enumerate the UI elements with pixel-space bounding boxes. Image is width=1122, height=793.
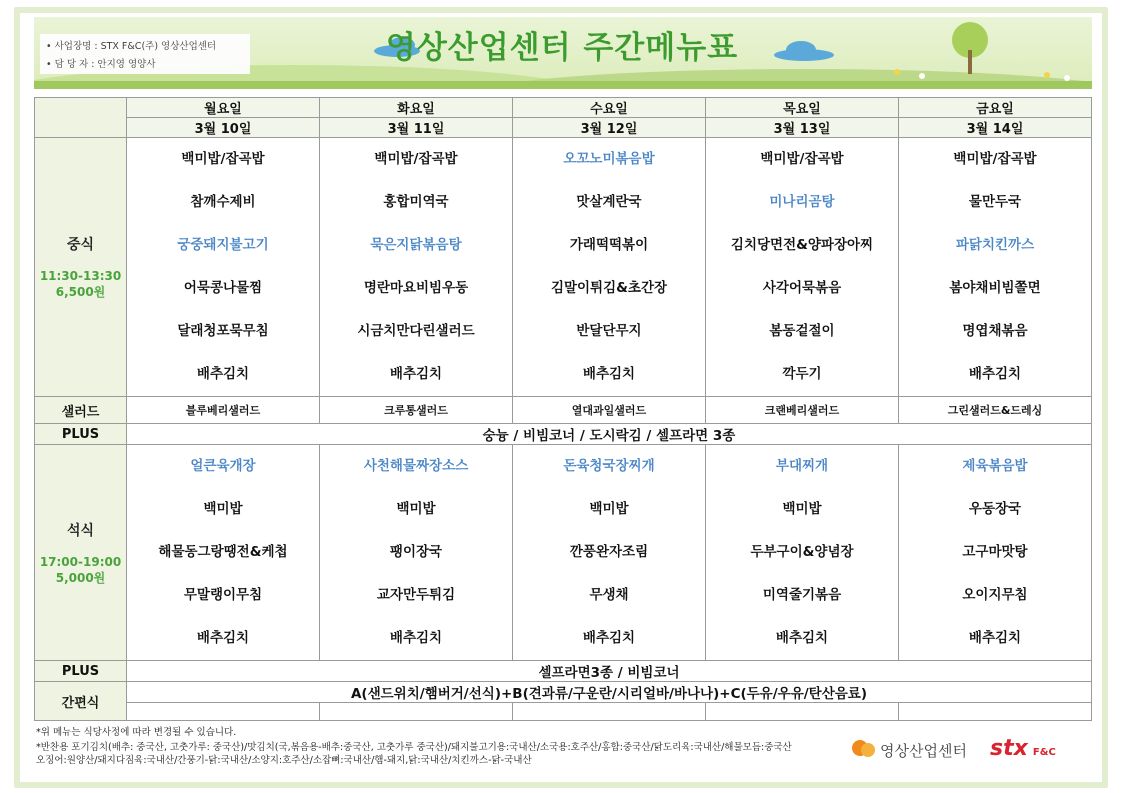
snack-empty [513, 703, 706, 721]
day-name: 월요일 [127, 98, 320, 118]
snack-label: 간편식 [35, 682, 127, 721]
header-info [40, 34, 250, 74]
day-name: 수요일 [513, 98, 706, 118]
dinner-time: 17:00-19:00 [39, 554, 122, 569]
menu-item: 두부구이&양념장 [750, 544, 854, 560]
menu-item: 백미밥/잡곡밥 [953, 151, 1037, 167]
lunch-cell [899, 138, 1092, 397]
menu-item: 오꼬노미볶음밥 [563, 151, 655, 167]
salad-item: 크루통샐러드 [320, 397, 513, 424]
plus-label: PLUS [35, 424, 127, 445]
menu-item: 무말랭이무침 [183, 587, 263, 603]
dinner-label: 석식 [66, 522, 95, 539]
menu-item: 김말이튀김&초간장 [550, 280, 668, 296]
salad-label: 샐러드 [35, 397, 127, 424]
menu-item: 부대찌개 [775, 458, 829, 474]
snack-empty [127, 703, 320, 721]
menu-item: 배추김치 [582, 366, 636, 382]
menu-item: 돈육청국장찌개 [563, 458, 655, 474]
menu-item: 배추김치 [389, 366, 443, 382]
dinner-header [35, 445, 127, 661]
menu-table [34, 97, 1092, 721]
plus-dinner-text: 셀프라면3종 / 비빔코너 [127, 661, 1092, 682]
menu-item: 참깨수제비 [190, 194, 256, 210]
menu-item: 깐풍완자조림 [569, 544, 649, 560]
snack-empty [899, 703, 1092, 721]
menu-item: 미나리곰탕 [769, 194, 835, 210]
day-name: 목요일 [706, 98, 899, 118]
menu-item: 팽이장국 [389, 544, 443, 560]
menu-item: 백미밥/잡곡밥 [181, 151, 265, 167]
menu-item: 배추김치 [389, 630, 443, 646]
menu-item: 가래떡떡볶이 [569, 237, 649, 253]
menu-item: 백미밥 [782, 501, 822, 517]
menu-item: 명엽채볶음 [962, 323, 1028, 339]
menu-item: 봄동겉절이 [769, 323, 835, 339]
dinner-cell [127, 445, 320, 661]
plus-label: PLUS [35, 661, 127, 682]
lunch-cell [320, 138, 513, 397]
brand-logo [990, 736, 1056, 761]
menu-item: 미역줄기볶음 [762, 587, 842, 603]
menu-item: 제육볶음밥 [962, 458, 1028, 474]
menu-item: 사천해물짜장소스 [363, 458, 469, 474]
lunch-time: 11:30-13:30 [39, 269, 122, 283]
corner-cell [35, 98, 127, 138]
lunch-cell [706, 138, 899, 397]
day-name: 화요일 [320, 98, 513, 118]
menu-item: 물만두국 [968, 194, 1022, 210]
menu-item: 무생채 [589, 587, 629, 603]
plus-lunch-text: 숭늉 / 비빔코너 / 도시락김 / 셀프라면 3종 [127, 424, 1092, 445]
company-line: • 사업장명 : STX F&C(주) 영상산업센터 [46, 41, 217, 52]
lunch-cell [127, 138, 320, 397]
menu-item: 배추김치 [582, 630, 636, 646]
menu-item: 봄야채비빔쫄면 [949, 280, 1041, 296]
day-date: 3월 11일 [320, 118, 513, 138]
menu-item: 백미밥 [396, 501, 436, 517]
menu-item: 깍두기 [782, 366, 822, 382]
day-date: 3월 14일 [899, 118, 1092, 138]
menu-item: 홍합미역국 [383, 194, 449, 210]
day-date: 3월 10일 [127, 118, 320, 138]
menu-item: 백미밥/잡곡밥 [374, 151, 458, 167]
center-logo [850, 736, 980, 766]
note-line: 오징어:원양산/돼지다짐육:국내산/간풍기-닭:국내산/소양지:호주산/소잡뼈:국내산/햄-돼지,닭:국내산/치킨까스-닭-국내산 [36, 755, 532, 766]
menu-item: 사각어묵볶음 [762, 280, 842, 296]
lunch-header [35, 138, 127, 397]
menu-item: 백미밥/잡곡밥 [760, 151, 844, 167]
menu-item: 맛살계란국 [576, 194, 642, 210]
salad-item: 그린샐러드&드레싱 [899, 397, 1092, 424]
brand-logo-text: stx [990, 736, 1028, 761]
menu-item: 배추김치 [968, 366, 1022, 382]
menu-item: 교자만두튀김 [376, 587, 456, 603]
menu-item: 고구마맛탕 [962, 544, 1028, 560]
lunch-price: 6,500원 [55, 285, 106, 299]
snack-text: A(샌드위치/햄버거/선식)+B(견과류/구운란/시리얼바/바나나)+C(두유/우유/탄산음료) [127, 682, 1092, 703]
menu-item: 우동장국 [968, 501, 1022, 517]
dinner-cell [899, 445, 1092, 661]
manager-line: • 담 당 자 : 안지영 영양사 [46, 59, 156, 70]
brand-logo-sub: F&C [1032, 747, 1056, 758]
center-logo-text: 영상산업센터 [880, 742, 967, 760]
menu-item: 시금치만다린샐러드 [357, 323, 475, 339]
snack-empty [320, 703, 513, 721]
note-line: *반찬용 포기김치(배추: 중국산, 고춧가루: 중국산)/맛김치(국,볶음용-배추:중국산, 고춧가루 중국산)/돼지불고기용:국내산/소국용:호주산/홍합:중국산/닭도리육:국내산/해물모듬:중국산 [36, 742, 792, 753]
menu-item: 얼큰육개장 [190, 458, 256, 474]
dinner-cell [320, 445, 513, 661]
lunch-cell [513, 138, 706, 397]
menu-item: 반달단무지 [576, 323, 642, 339]
menu-item: 달래청포묵무침 [177, 323, 269, 339]
menu-item: 김치당면전&양파장아찌 [730, 237, 874, 253]
menu-item: 배추김치 [775, 630, 829, 646]
dinner-cell [706, 445, 899, 661]
note-line: *위 메뉴는 식당사정에 따라 변경될 수 있습니다. [36, 727, 237, 738]
menu-item: 백미밥 [589, 501, 629, 517]
menu-item: 배추김치 [968, 630, 1022, 646]
menu-item: 궁중돼지불고기 [177, 237, 269, 253]
menu-item: 백미밥 [203, 501, 243, 517]
page-title: 영상산업센터 주간메뉴표 [385, 30, 739, 66]
salad-item: 크랜베리샐러드 [706, 397, 899, 424]
menu-item: 배추김치 [196, 366, 250, 382]
salad-item: 열대과일샐러드 [513, 397, 706, 424]
day-date: 3월 13일 [706, 118, 899, 138]
menu-item: 어묵콩나물찜 [183, 280, 263, 296]
day-name: 금요일 [899, 98, 1092, 118]
lunch-label: 중식 [66, 237, 95, 253]
menu-item: 명란마요비빔우동 [363, 280, 469, 296]
menu-item: 배추김치 [196, 630, 250, 646]
dinner-price: 5,000원 [55, 570, 106, 585]
menu-item: 해물동그랑땡전&케첩 [158, 544, 288, 560]
dinner-cell [513, 445, 706, 661]
salad-item: 블루베리샐러드 [127, 397, 320, 424]
menu-item: 오이지무침 [962, 587, 1028, 603]
menu-item: 파닭치킨까스 [955, 237, 1035, 253]
menu-item: 묵은지닭볶음탕 [370, 237, 462, 253]
snack-empty [706, 703, 899, 721]
day-date: 3월 12일 [513, 118, 706, 138]
